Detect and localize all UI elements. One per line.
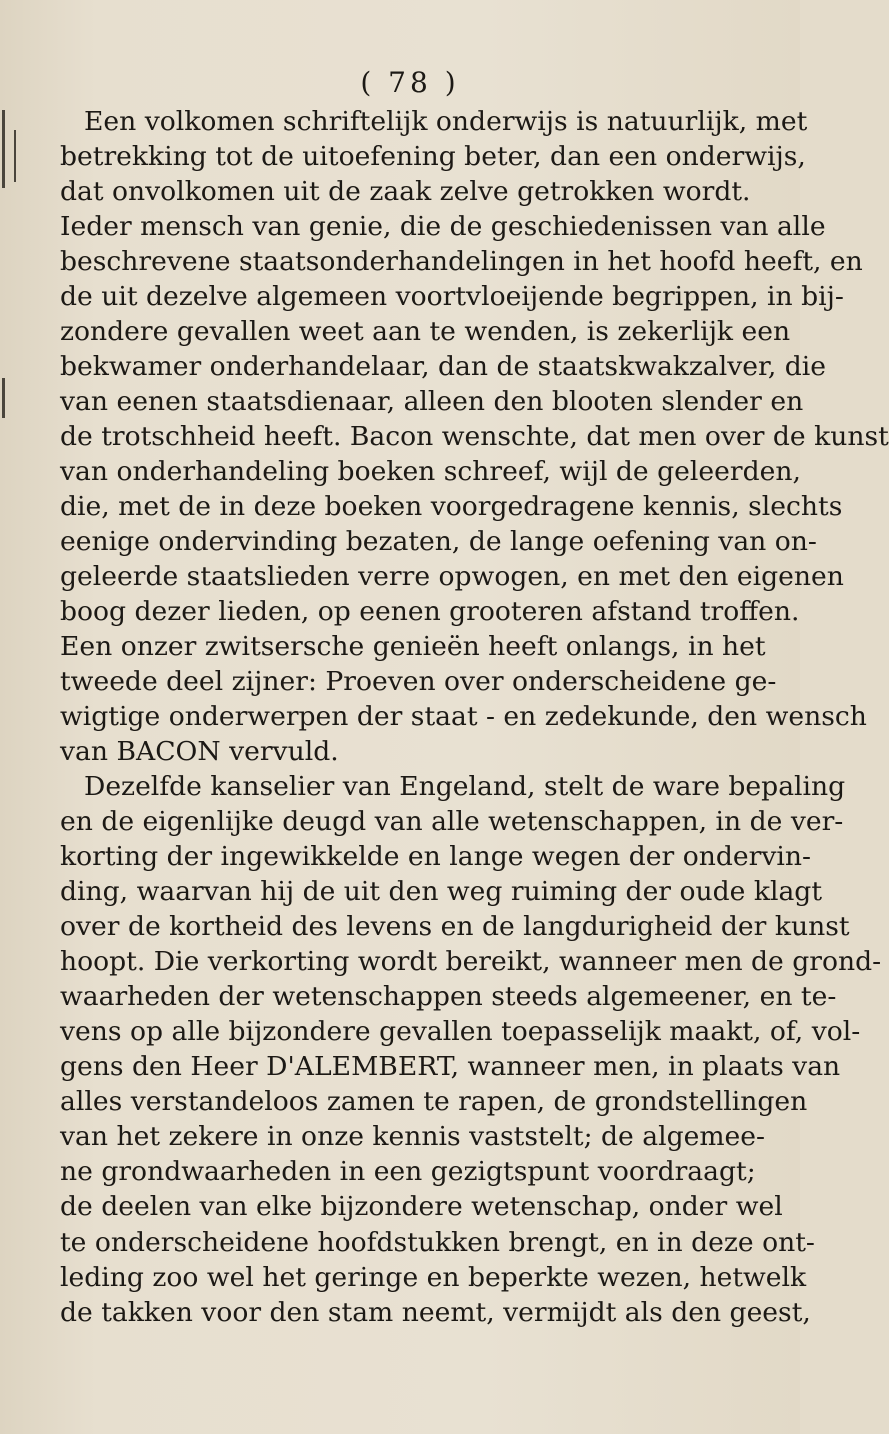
text-line: de takken voor den stam neemt, vermijdt als den geest, <box>60 1296 811 1328</box>
text-line: van eenen staatsdienaar, alleen den blooten slender en <box>60 386 804 418</box>
text-line: die, met de in deze boeken voorgedragene kennis, slechts <box>60 491 843 523</box>
text-line: van BACON vervuld. <box>60 736 339 768</box>
text-line: bekwamer onderhandelaar, dan de staatskwakzalver, die <box>60 351 827 383</box>
text-line: Een onzer zwitsersche genieën heeft onlangs, in het <box>60 631 766 663</box>
text-line: de uit dezelve algemeen voortvloeijende begrippen, in bij- <box>60 281 844 313</box>
text-line: dat onvolkomen uit de zaak zelve getrokken wordt. <box>60 176 751 208</box>
text-line: zondere gevallen weet aan te wenden, is zekerlijk een <box>60 316 791 348</box>
body-text <box>60 104 889 1330</box>
text-line: eenige ondervinding bezaten, de lange oefening van on- <box>60 526 817 558</box>
text-line: hoopt. Die verkorting wordt bereikt, wanneer men de grond- <box>60 946 882 978</box>
text-line: beschrevene staatsonderhandelingen in het hoofd heeft, en <box>60 246 863 278</box>
text-line: en de eigenlijke deugd van alle wetenschappen, in de ver- <box>60 806 844 838</box>
text-line: alles verstandeloos zamen te rapen, de grondstellingen <box>60 1086 808 1118</box>
text-line: boog dezer lieden, op eenen grooteren afstand troffen. <box>60 596 800 628</box>
text-line: wigtige onderwerpen der staat - en zedekunde, den wensch <box>60 701 867 733</box>
text-line: betrekking tot de uitoefening beter, dan een onderwijs, <box>60 141 806 173</box>
text-line: van het zekere in onze kennis vaststelt; de algemee- <box>60 1121 766 1153</box>
text-line: gens den Heer D'ALEMBERT, wanneer men, in plaats van <box>60 1051 841 1083</box>
text-line: de deelen van elke bijzondere wetenschap, onder wel <box>60 1191 783 1223</box>
text-line: korting der ingewikkelde en lange wegen der ondervin- <box>60 841 811 873</box>
text-line: over de kortheid des levens en de langdurigheid der kunst <box>60 911 850 943</box>
text-line: Dezelfde kanselier van Engeland, stelt de ware bepaling <box>84 771 846 803</box>
text-line: leding zoo wel het geringe en beperkte wezen, hetwelk <box>60 1261 807 1293</box>
text-line: Ieder mensch van genie, die de geschiedenissen van alle <box>60 211 826 243</box>
page-edge-mark <box>2 110 5 188</box>
text-line: ding, waarvan hij de uit den weg ruiming der oude klagt <box>60 876 823 908</box>
page-edge-mark <box>2 378 5 418</box>
text-line: Een volkomen schriftelijk onderwijs is natuurlijk, met <box>84 106 808 137</box>
text-line: te onderscheidene hoofdstukken brengt, en in deze ont- <box>60 1226 815 1258</box>
page-number: ( 78 ) <box>360 66 460 99</box>
text-line: de trotschheid heeft. Bacon wenschte, dat men over de kunst <box>60 421 889 453</box>
text-line: van onderhandeling boeken schreef, wijl de geleerden, <box>60 456 801 488</box>
text-line: waarheden der wetenschappen steeds algemeener, en te- <box>60 981 837 1013</box>
text-line: ne grondwaarheden in een gezigtspunt voordraagt; <box>60 1156 756 1188</box>
text-line: vens op alle bijzondere gevallen toepasselijk maakt, of, vol- <box>60 1016 861 1048</box>
text-line: geleerde staatslieden verre opwogen, en met den eigenen <box>60 561 844 593</box>
text-line: tweede deel zijner: Proeven over onderscheidene ge- <box>60 666 777 698</box>
page-edge-mark <box>14 130 16 182</box>
